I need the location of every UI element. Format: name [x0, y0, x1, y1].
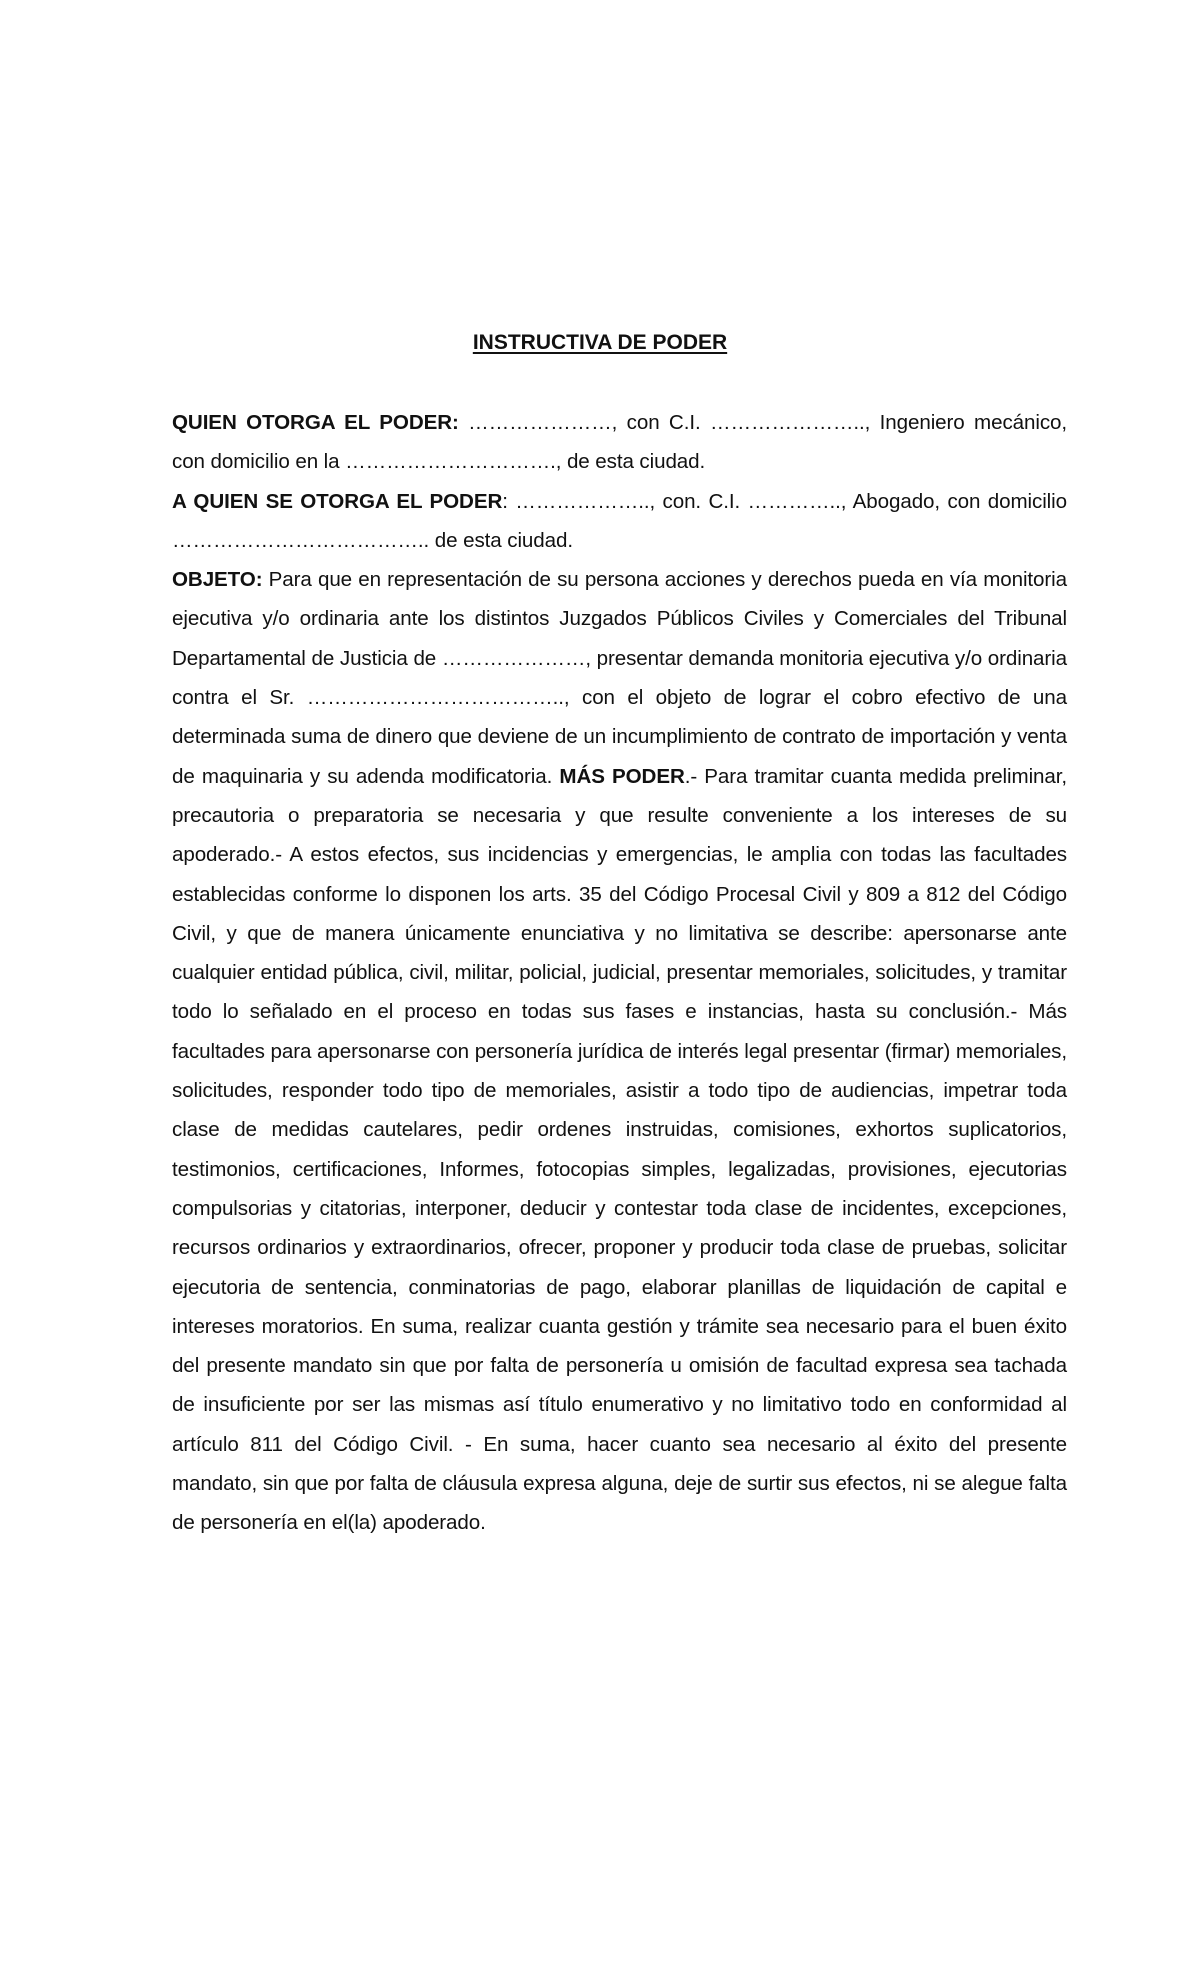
document-title [0, 328, 1200, 358]
document-body [172, 403, 1067, 1543]
object-text-part-1: Para que en representación de su persona acciones y derechos pueda en vía monitoria ejecutiva y/o ordinaria ante los distintos Juzgados Públicos Civiles y Comerciales del Tribunal Departamental de Justicia de …………………, presentar demanda monitoria ejecutiva y/o ordinaria contra el Sr. ……………………………….., con el objeto de lograr el cobro efectivo de una determinada suma de dinero que deviene de un incumplimiento de contrato de importación y venta de maquinaria y su adenda modificatoria. [172, 568, 1067, 788]
object-label: OBJETO: [172, 568, 263, 592]
grantor-paragraph [172, 403, 1067, 482]
document-title-text: INSTRUCTIVA DE PODER [472, 331, 728, 354]
more-power-label: MÁS PODER [559, 764, 685, 788]
grantee-label: A QUIEN SE OTORGA EL PODER [172, 489, 503, 513]
grantee-paragraph [172, 482, 1067, 561]
grantee-text: : ……………….., con. C.I. ………….., Abogado, con domicilio ……………………………….. de esta ciudad. [172, 489, 1067, 552]
grantor-text: …………………, con C.I. ………………….., Ingeniero mecánico, con domicilio en la …………………………., de esta ciudad. [172, 411, 1067, 474]
object-paragraph [172, 560, 1067, 1542]
grantor-label: QUIEN OTORGA EL PODER: [172, 411, 459, 434]
object-text-part-2: .- Para tramitar cuanta medida preliminar, precautoria o preparatoria se necesaria y que resulte conveniente a los intereses de su apoderado.- A estos efectos, sus incidencias y emergencias, le amplia con todas las facultades establecidas conforme lo disponen los arts. 35 del Código Procesal Civil y 809 a 812 del Código Civil, y que de manera únicamente enunciativa y no limitativa se describe: apersonarse ante cualquier entidad pública, civil, militar, policial, judicial, presentar memoriales, solicitudes, y tramitar todo lo señalado en el proceso en todas sus fases e instancias, hasta su conclusión.- Más facultades para apersonarse con personería jurídica de interés legal presentar (firmar) memoriales, solicitudes, responder todo tipo de memoriales, asistir a todo tipo de audiencias, impetrar toda clase de medidas cautelares, pedir ordenes instruidas, comisiones, exhortos suplicatorios, testimonios, certificaciones, Informes, fotocopias simples, legalizadas, provisiones, ejecutorias compulsorias y citatorias, interponer, deducir y contestar toda clase de incidentes, excepciones, recursos ordinarios y extraordinarios, ofrecer, proponer y producir toda clase de pruebas, solicitar ejecutoria de sentencia, conminatorias de pago, elaborar planillas de liquidación de capital e intereses moratorios. En suma, realizar cuanta gestión y trámite sea necesario para el buen éxito del presente mandato sin que por falta de personería u omisión de facultad expresa sea tachada de insuficiente por ser las mismas así título enumerativo y no limitativo todo en conformidad al artículo 811 del Código Civil. - En suma, hacer cuanto sea necesario al éxito del presente mandato, sin que por falta de cláusula expresa alguna, deje de surtir sus efectos, ni se alegue falta de personería en el(la) apoderado. [172, 764, 1067, 1535]
